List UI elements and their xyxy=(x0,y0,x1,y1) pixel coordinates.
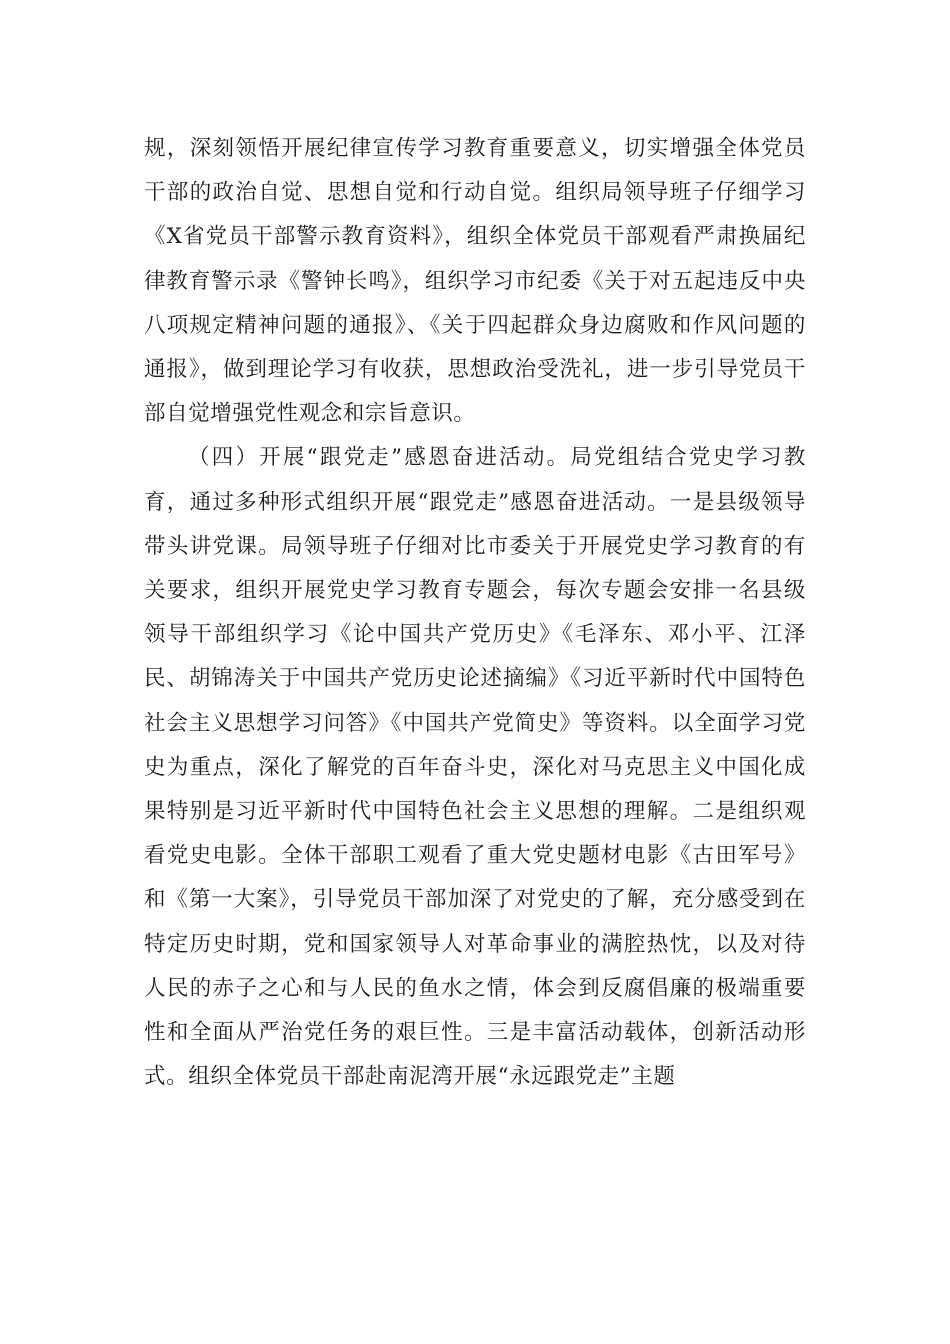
paragraph-continued: 规，深刻领悟开展纪律宣传学习教育重要意义，切实增强全体党员干部的政治自觉、思想自觉和行动自觉。组织局领导班子仔细学习《X省党员干部警示教育资料》，组织全体党员干部观看严肃换届纪律教育警示录《警钟长鸣》，组织学习市纪委《关于对五起违反中央八项规定精神问题的通报》、《关于四起群众身边腐败和作风问题的通报》，做到理论学习有收获，思想政治受洗礼，进一步引导党员干部自觉增强党性观念和宗旨意识。 xyxy=(144,136,806,427)
paragraph-section-four: （四）开展“跟党走”感恩奋进活动。局党组结合党史学习教育，通过多种形式组织开展“跟党走”感恩奋进活动。一是县级领导带头讲党课。局领导班子仔细对比市委关于开展党史学习教育的有关要求，组织开展党史学习教育专题会，每次专题会安排一名县级领导干部组织学习《论中国共产党历史》《毛泽东、邓小平、江泽民、胡锦涛关于中国共产党历史论述摘编》《习近平新时代中国特色社会主义思想学习问答》《中国共产党简史》等资料。以全面学习党史为重点，深化了解党的百年奋斗史，深化对马克思主义中国化成果特别是习近平新时代中国特色社会主义思想的理解。二是组织观看党史电影。全体干部职工观看了重大党史题材电影《古田军号》和《第一大案》，引导党员干部加深了对党史的了解，充分感受到在特定历史时期，党和国家领导人对革命事业的满腔热忱，以及对待人民的赤子之心和与人民的鱼水之情，体会到反腐倡廉的极端重要性和全面从严治党任务的艰巨性。三是丰富活动载体，创新活动形式。组织全体党员干部赴南泥湾开展“永远跟党走”主题 xyxy=(144,445,806,1090)
document-body xyxy=(144,127,806,1099)
